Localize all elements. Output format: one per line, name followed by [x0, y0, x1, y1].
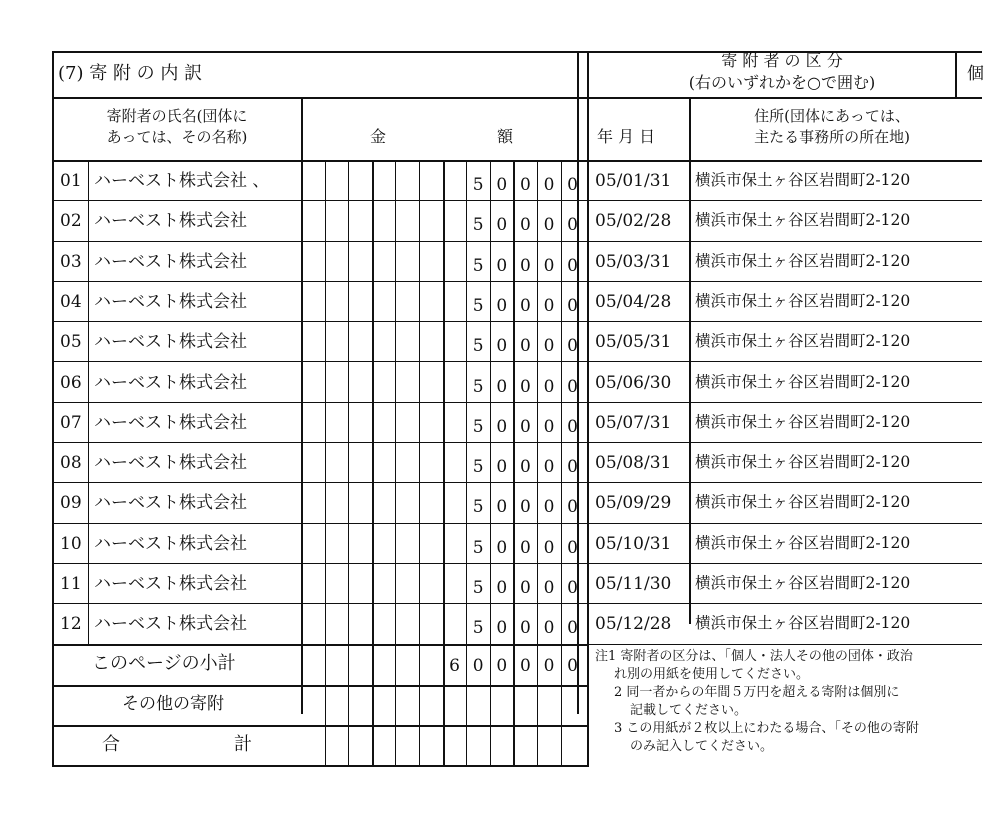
note-1: 注1 寄附者の区分は、「個人・法人その他の団体・政治: [595, 649, 913, 664]
donor-name: ハーベスト株式会社: [94, 372, 247, 393]
donation-date: 05/10/31: [595, 533, 672, 554]
amount-digit: 0: [496, 578, 508, 598]
donation-date: 05/04/28: [595, 291, 672, 312]
donation-date: 05/05/31: [595, 332, 672, 353]
table-row: [52, 523, 982, 563]
amount-digit: 0: [543, 497, 555, 518]
donor-name: ハーベスト株式会社: [94, 291, 247, 312]
table-row: [52, 362, 982, 402]
donation-date: 05/12/28: [595, 614, 672, 635]
donor-type-header-line2: (右のいずれかを○で囲む): [688, 73, 876, 92]
row-number: 05: [60, 332, 82, 353]
total-label-left: 合: [102, 734, 120, 755]
amount-digit: 0: [543, 175, 555, 195]
amount-digit: 0: [567, 457, 578, 478]
subtotal-digit: 0: [543, 656, 555, 676]
note-2: 2 同一者からの年間５万円を超える寄附は個別に: [614, 685, 900, 700]
row-number-divider: [88, 563, 89, 603]
total-label-right: 計: [234, 734, 252, 755]
row-number: 01: [60, 171, 82, 191]
amount-digit: 0: [519, 578, 531, 598]
table-row: [52, 321, 982, 361]
row-number: 11: [60, 574, 82, 594]
amount-digit: 5: [472, 578, 484, 598]
amount-digit: 5: [472, 215, 484, 236]
amount-digit: 0: [519, 336, 531, 357]
donor-name: ハーベスト株式会社: [94, 453, 247, 474]
amount-digit: 0: [567, 215, 578, 236]
amount-digit: 0: [567, 175, 578, 195]
amount-digit: 5: [472, 295, 484, 316]
amount-digit: 0: [543, 457, 555, 478]
amount-digit: 0: [543, 537, 555, 558]
row-number: 03: [60, 251, 82, 272]
amount-digit: 0: [543, 215, 555, 236]
subtotal-label: このページの小計: [92, 653, 236, 674]
row-number-divider: [88, 482, 89, 522]
donor-type-cut-char: 個: [967, 64, 984, 84]
donor-address: 横浜市保土ヶ谷区岩間町2-120: [695, 251, 911, 270]
amount-digit: 0: [543, 336, 555, 357]
table-row: [52, 402, 982, 442]
row-number-divider: [88, 200, 89, 240]
row-number: 06: [60, 372, 82, 393]
amount-digit: 0: [543, 376, 555, 397]
table-row: [52, 563, 982, 603]
donor-name: ハーベスト株式会社: [94, 614, 247, 635]
amount-digit: 0: [519, 175, 531, 195]
col-amount-header-left: 金: [370, 127, 387, 146]
donation-date: 05/07/31: [595, 412, 672, 433]
col-date-header: 年 月 日: [597, 127, 656, 146]
donation-breakdown-form: [52, 51, 992, 767]
amount-digit: 5: [472, 175, 484, 195]
table-row: [52, 482, 982, 522]
row-number-divider: [88, 362, 89, 402]
row-number-divider: [88, 402, 89, 442]
amount-digit: 0: [543, 416, 555, 437]
amount-digit: 0: [496, 497, 508, 518]
amount-digit: 0: [496, 336, 508, 357]
donation-date: 05/02/28: [595, 211, 672, 232]
amount-column-divider: [561, 160, 562, 765]
amount-digit: 5: [472, 618, 484, 639]
amount-digit: 0: [567, 336, 578, 357]
amount-digit: 0: [496, 295, 508, 316]
row-number: 02: [60, 211, 82, 232]
amount-digit: 0: [543, 295, 555, 316]
donor-address: 横浜市保土ヶ谷区岩間町2-120: [695, 412, 911, 431]
amount-digit: 0: [496, 255, 508, 276]
amount-column-divider: [395, 160, 396, 765]
donor-address: 横浜市保土ヶ谷区岩間町2-120: [695, 291, 911, 310]
amount-digit: 0: [567, 537, 578, 558]
subtotal-digit: 0: [567, 656, 578, 676]
donor-address: 横浜市保土ヶ谷区岩間町2-120: [695, 372, 911, 391]
donation-date: 05/03/31: [595, 251, 672, 272]
amount-digit: 0: [519, 618, 531, 639]
amount-digit: 5: [472, 497, 484, 518]
table-row: [52, 442, 982, 482]
amount-column-divider: [325, 160, 326, 765]
note-2-cont: 記載してください。: [630, 703, 748, 718]
amount-column-divider: [348, 160, 349, 765]
amount-digit: 0: [519, 416, 531, 437]
note-1-cont: れ別の用紙を使用してください。: [614, 667, 810, 682]
table-row: [52, 603, 982, 643]
col-address-header-1: 住所(団体にあっては、: [754, 107, 910, 125]
note-3-cont: のみ記入してください。: [630, 739, 774, 754]
row-number: 08: [60, 453, 82, 474]
row-number: 07: [60, 412, 82, 433]
amount-digit: 0: [543, 255, 555, 276]
donor-address: 横浜市保土ヶ谷区岩間町2-120: [695, 171, 911, 189]
amount-digit: 0: [543, 618, 555, 639]
amount-digit: 0: [496, 537, 508, 558]
donor-address: 横浜市保土ヶ谷区岩間町2-120: [695, 614, 911, 633]
subtotal-digit: 0: [496, 656, 508, 676]
amount-digit: 0: [496, 215, 508, 236]
amount-digit: 5: [472, 376, 484, 397]
amount-digit: 0: [567, 255, 578, 276]
col-amount-header-right: 額: [497, 127, 514, 146]
amount-digit: 0: [496, 175, 508, 195]
amount-digit: 5: [472, 255, 484, 276]
amount-column-divider: [490, 160, 491, 765]
donor-type-header-line1: 寄 附 者 の 区 分: [721, 51, 843, 70]
amount-digit: 0: [543, 578, 555, 598]
amount-digit: 0: [496, 416, 508, 437]
amount-column-divider: [419, 160, 420, 765]
amount-digit: 0: [519, 376, 531, 397]
amount-digit: 0: [519, 457, 531, 478]
row-number-divider: [88, 321, 89, 361]
donor-name: ハーベスト株式会社 、: [94, 171, 270, 191]
donation-date: 05/11/30: [595, 574, 672, 594]
row-number-divider: [88, 603, 89, 643]
donor-address: 横浜市保土ヶ谷区岩間町2-120: [695, 453, 911, 472]
table-row: [52, 281, 982, 321]
amount-column-divider: [466, 160, 467, 765]
amount-column-divider: [537, 160, 538, 765]
amount-digit: 0: [567, 416, 578, 437]
row-number-divider: [88, 442, 89, 482]
amount-digit: 0: [567, 376, 578, 397]
row-number: 04: [60, 291, 82, 312]
donor-name: ハーベスト株式会社: [94, 493, 247, 514]
donor-name: ハーベスト株式会社: [94, 332, 247, 353]
donor-address: 横浜市保土ヶ谷区岩間町2-120: [695, 533, 911, 552]
donor-name: ハーベスト株式会社: [94, 412, 247, 433]
subtotal-digit: 0: [519, 656, 531, 676]
amount-digit: 5: [472, 336, 484, 357]
donation-date: 05/08/31: [595, 453, 672, 474]
donor-name: ハーベスト株式会社: [94, 211, 247, 232]
amount-digit: 0: [519, 255, 531, 276]
amount-digit: 0: [519, 215, 531, 236]
amount-digit: 5: [472, 457, 484, 478]
amount-digit: 0: [567, 618, 578, 639]
amount-digit: 0: [519, 537, 531, 558]
amount-digit: 0: [496, 376, 508, 397]
donor-address: 横浜市保土ヶ谷区岩間町2-120: [695, 574, 911, 592]
subtotal-digit: 6: [449, 656, 460, 676]
row-number: 10: [60, 533, 82, 554]
amount-digit: 0: [519, 295, 531, 316]
row-number: 09: [60, 493, 82, 514]
col-name-header-2: あっては、その名称): [106, 128, 248, 146]
donation-date: 05/09/29: [595, 493, 672, 514]
amount-digit: 0: [567, 497, 578, 518]
donor-address: 横浜市保土ヶ谷区岩間町2-120: [695, 211, 911, 230]
donor-name: ハーベスト株式会社: [94, 533, 247, 554]
amount-column-divider: [372, 160, 374, 765]
row-number: 12: [60, 614, 82, 635]
row-number-divider: [88, 160, 89, 200]
row-number-divider: [88, 241, 89, 281]
amount-digit: 0: [496, 618, 508, 639]
table-row: [52, 200, 982, 240]
section-title: (7) 寄 附 の 内 訳: [58, 63, 203, 84]
other-donations-label: その他の寄附: [122, 694, 224, 714]
donor-address: 横浜市保土ヶ谷区岩間町2-120: [695, 332, 911, 351]
donation-date: 05/01/31: [595, 171, 672, 191]
amount-digit: 5: [472, 416, 484, 437]
donor-address: 横浜市保土ヶ谷区岩間町2-120: [695, 493, 911, 512]
donation-date: 05/06/30: [595, 372, 672, 393]
table-row: [52, 160, 982, 200]
row-number-divider: [88, 523, 89, 563]
row-number-divider: [88, 281, 89, 321]
amount-digit: 5: [472, 537, 484, 558]
donor-name: ハーベスト株式会社: [94, 574, 247, 594]
col-name-header-1: 寄附者の氏名(団体に: [106, 107, 248, 125]
note-3: 3 この用紙が２枚以上にわたる場合、「その他の寄附: [614, 721, 919, 736]
amount-digit: 0: [567, 295, 578, 316]
amount-digit: 0: [496, 457, 508, 478]
amount-digit: 0: [519, 497, 531, 518]
table-row: [52, 241, 982, 281]
amount-digit: 0: [567, 578, 578, 598]
col-address-header-2: 主たる事務所の所在地): [754, 128, 910, 146]
subtotal-digit: 0: [472, 656, 484, 676]
donor-name: ハーベスト株式会社: [94, 251, 247, 272]
